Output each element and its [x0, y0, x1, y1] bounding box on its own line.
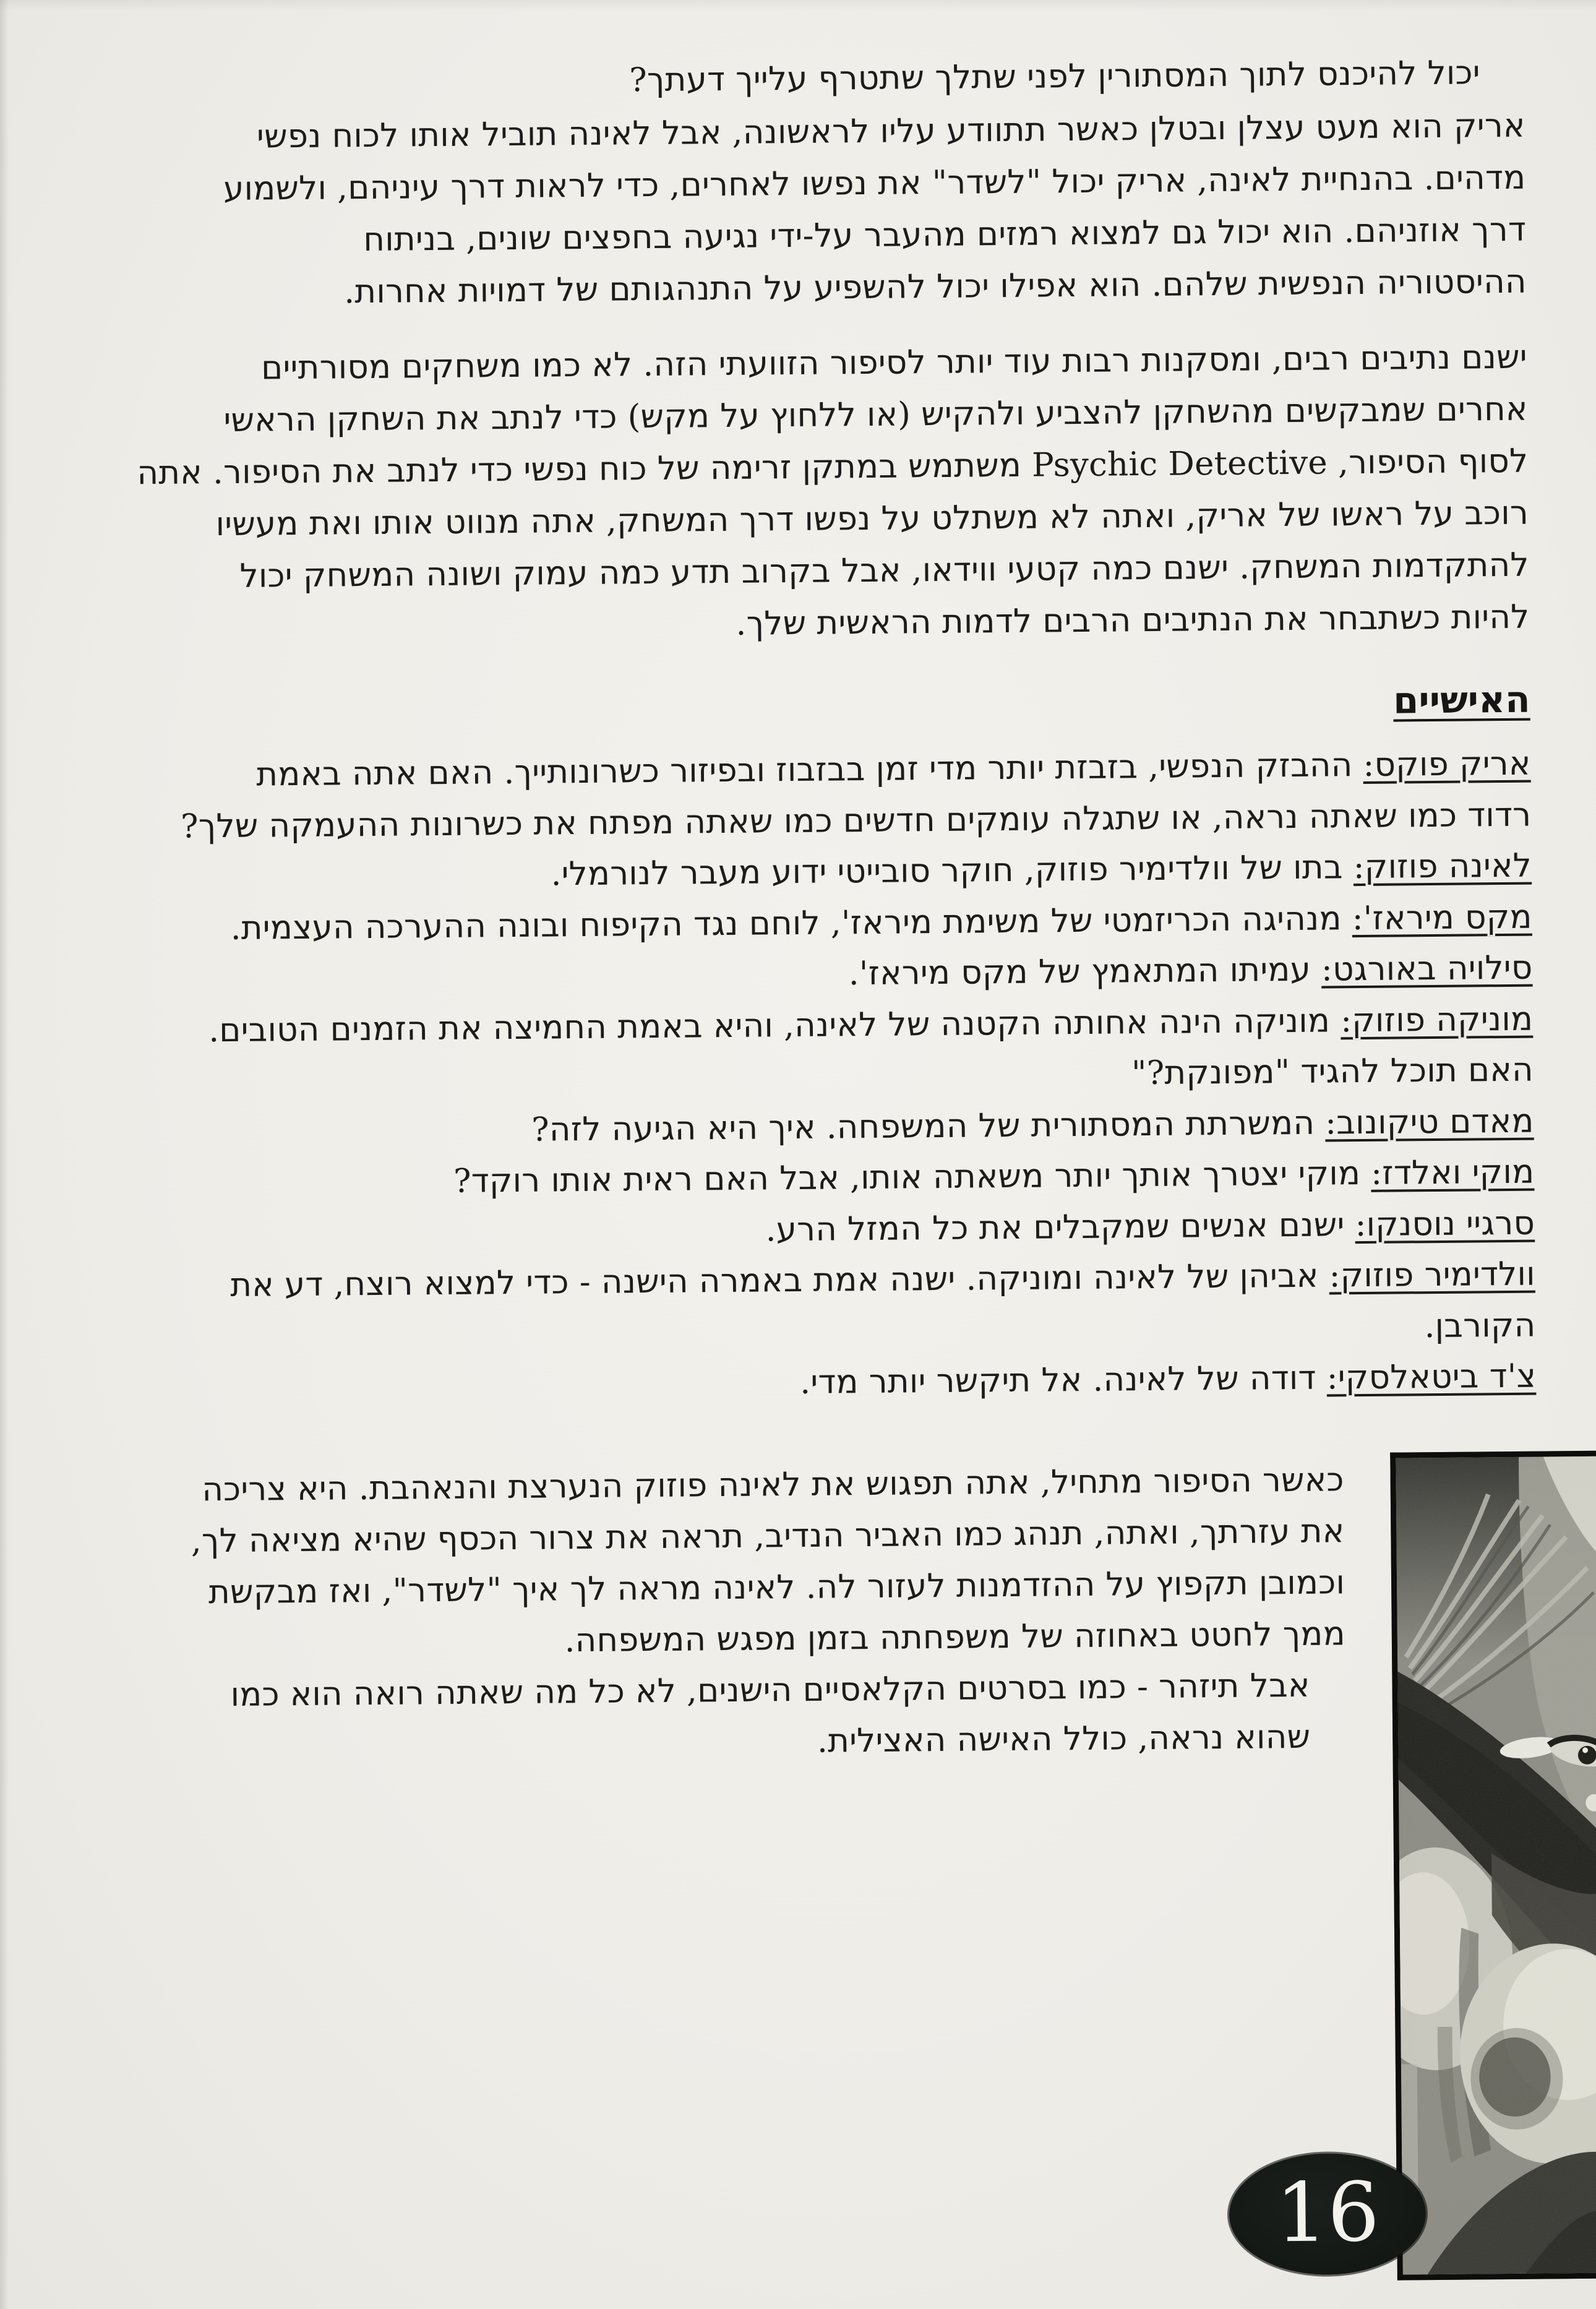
character-line: וולדימיר פוזוק: אביהן של לאינה ומוניקה. ישנה אמת באמרה הישנה - כדי למצוא רוצח, דע את	[230, 1255, 1535, 1305]
section-title	[1393, 678, 1530, 722]
text-line: ישנם נתיבים רבים, ומסקנות רבות עוד יותר לסיפור הזוועתי הזה. לא כמו משחקים מסורתיים	[260, 338, 1528, 387]
character-name: סרגיי נוסנקו:	[1355, 1204, 1535, 1244]
character-line: מקס מיראז': מנהיגה הכריזמטי של משימת מיראז', לוחם נגד הקיפוח ובונה ההערכה העצמית.	[230, 898, 1532, 947]
text-line: להיות כשתבחר את הנתיבים הרבים לדמות הראשית שלך.	[736, 598, 1530, 643]
character-list	[180, 739, 1536, 1414]
character-name: אריק פוקס:	[1363, 744, 1531, 785]
intro-continuation-paragraph	[629, 47, 1480, 106]
character-line: האם תוכל להגיד "מפונקת?"	[1131, 1051, 1534, 1093]
closing-paragraph	[191, 1454, 1345, 1669]
character-line: אריק פוקס: ההבזק הנפשי, בזבזת יותר מדי זמן בבזבוז ובפיזור כשרונותייך. האם אתה באמת	[256, 744, 1531, 794]
text-line: לסוף הסיפור, Psychic Detective משתמש במתקן זרימה של כוח נפשי כדי לנתב את הסיפור. אתה	[137, 442, 1529, 492]
text-line: יכול להיכנס לתוך המסתורין לפני שתלך שתטרף עלייך דעתך?	[629, 54, 1481, 100]
text-line: וכמובן תקפוץ על ההזדמנות לעזור לה. לאינה מראה לך איך "לשדר", ואז מבקשת	[208, 1563, 1345, 1612]
text-line: שהוא נראה, כולל האישה האצילית.	[817, 1718, 1311, 1760]
masked-face-photo-art	[1396, 1456, 1596, 2275]
character-name: מוניקה פוזוק:	[1340, 1000, 1534, 1039]
character-line: לאינה פוזוק: בתו של וולדימיר פוזוק, חוקר סובייטי ידוע מעבר לנורמלי.	[551, 846, 1532, 893]
character-line: מוקי ואלדז: מוקי יצטרך אותך יותר משאתה אותו, אבל האם ראית אותו רוקד?	[453, 1153, 1535, 1200]
character-line: מוניקה פוזוק: מוניקה הינה אחותה הקטנה של לאינה, והיא באמת החמיצה את הזמנים הטובים.	[208, 1000, 1534, 1049]
character-line: צ'ד ביטאלסקי: דודה של לאינה. אל תיקשר יותר מדי.	[800, 1357, 1537, 1401]
text-line: אחרים שמבקשים מהשחקן להצביע ולהקיש (או ללחוץ על מקש) כדי לנתב את השחקן הראשי	[223, 390, 1528, 440]
text-line: אבל תיזהר - כמו בסרטים הקלאסיים הישנים, לא כל מה שאתה רואה הוא כמו	[230, 1666, 1310, 1714]
warning-paragraph	[230, 1660, 1310, 1772]
text-line: אריק הוא מעט עצלן ובטלן כאשר תתוודע עליו לראשונה, אבל לאינה תוביל אותו לכוח נפשי	[256, 106, 1525, 156]
character-name: מקס מיראז':	[1352, 898, 1532, 937]
text-line: להתקדמות המשחק. ישנם כמה קטעי ווידאו, אבל בקרוב תדע כמה עמוק ושונה המשחק יכול	[239, 546, 1529, 595]
text-line: ממך לחטט באחוזה של משפחתה בזמן מפגש המשפחה.	[564, 1615, 1346, 1660]
section-title-text: האישיים	[1392, 677, 1530, 722]
text-line: את עזרתך, ואתה, תנהג כמו האביר הנדיב, תראה את צרור הכסף שהיא מציאה לך,	[191, 1512, 1345, 1560]
character-name: וולדימיר פוזוק:	[1329, 1255, 1535, 1295]
game-paths-paragraph	[136, 332, 1530, 656]
text-line: ההיסטוריה הנפשית שלהם. הוא אפילו יכול להשפיע על התנהגותם של דמויות אחרות.	[343, 262, 1527, 311]
character-line: מאדם טיקונוב: המשרתת המסתורית של המשפחה. איך היא הגיעה לזה?	[531, 1102, 1534, 1149]
character-line: רדוד כמו שאתה נראה, או שתגלה עומקים חדשים כמו שאתה מפתח את כשרונות ההעמקה שלך?	[180, 796, 1532, 846]
character-name: סילויה באורגט:	[1321, 948, 1533, 989]
text-line: כאשר הסיפור מתחיל, אתה תפגוש את לאינה פוזוק הנערצת והנאהבת. היא צריכה	[202, 1461, 1344, 1509]
character-line: סרגיי נוסנקו: ישנם אנשים שמקבלים את כל המזל הרע.	[765, 1204, 1535, 1249]
character-line: סילויה באורגט: עמיתו המתאמץ של מקס מיראז'.	[848, 948, 1533, 993]
page-number: 16	[1275, 2164, 1380, 2261]
character-name: מוקי ואלדז:	[1370, 1153, 1535, 1192]
text-line: דרך אוזניהם. הוא יכול גם למצוא רמזים מהעבר על-ידי נגיעה בחפצים שונים, בניתוח	[363, 210, 1527, 259]
character-name: לאינה פוזוק:	[1353, 846, 1532, 887]
masked-face-photo	[1390, 1451, 1596, 2281]
character-line: הקורבן.	[1424, 1306, 1536, 1345]
text-line: מדהים. בהנחיית לאינה, אריק יכול "לשדר" את נפשו לאחרים, כדי לראות דרך עיניהם, ולשמוע	[223, 158, 1526, 209]
text-line: רוכב על ראשו של אריק, ואתה לא משתלט על נפשו דרך המשחק, אתה מנווט אותו ואת מעשיו	[215, 494, 1529, 544]
character-name: צ'ד ביטאלסקי:	[1326, 1357, 1537, 1397]
erik-powers-paragraph	[223, 100, 1527, 319]
character-name: מאדם טיקונוב:	[1324, 1102, 1534, 1142]
